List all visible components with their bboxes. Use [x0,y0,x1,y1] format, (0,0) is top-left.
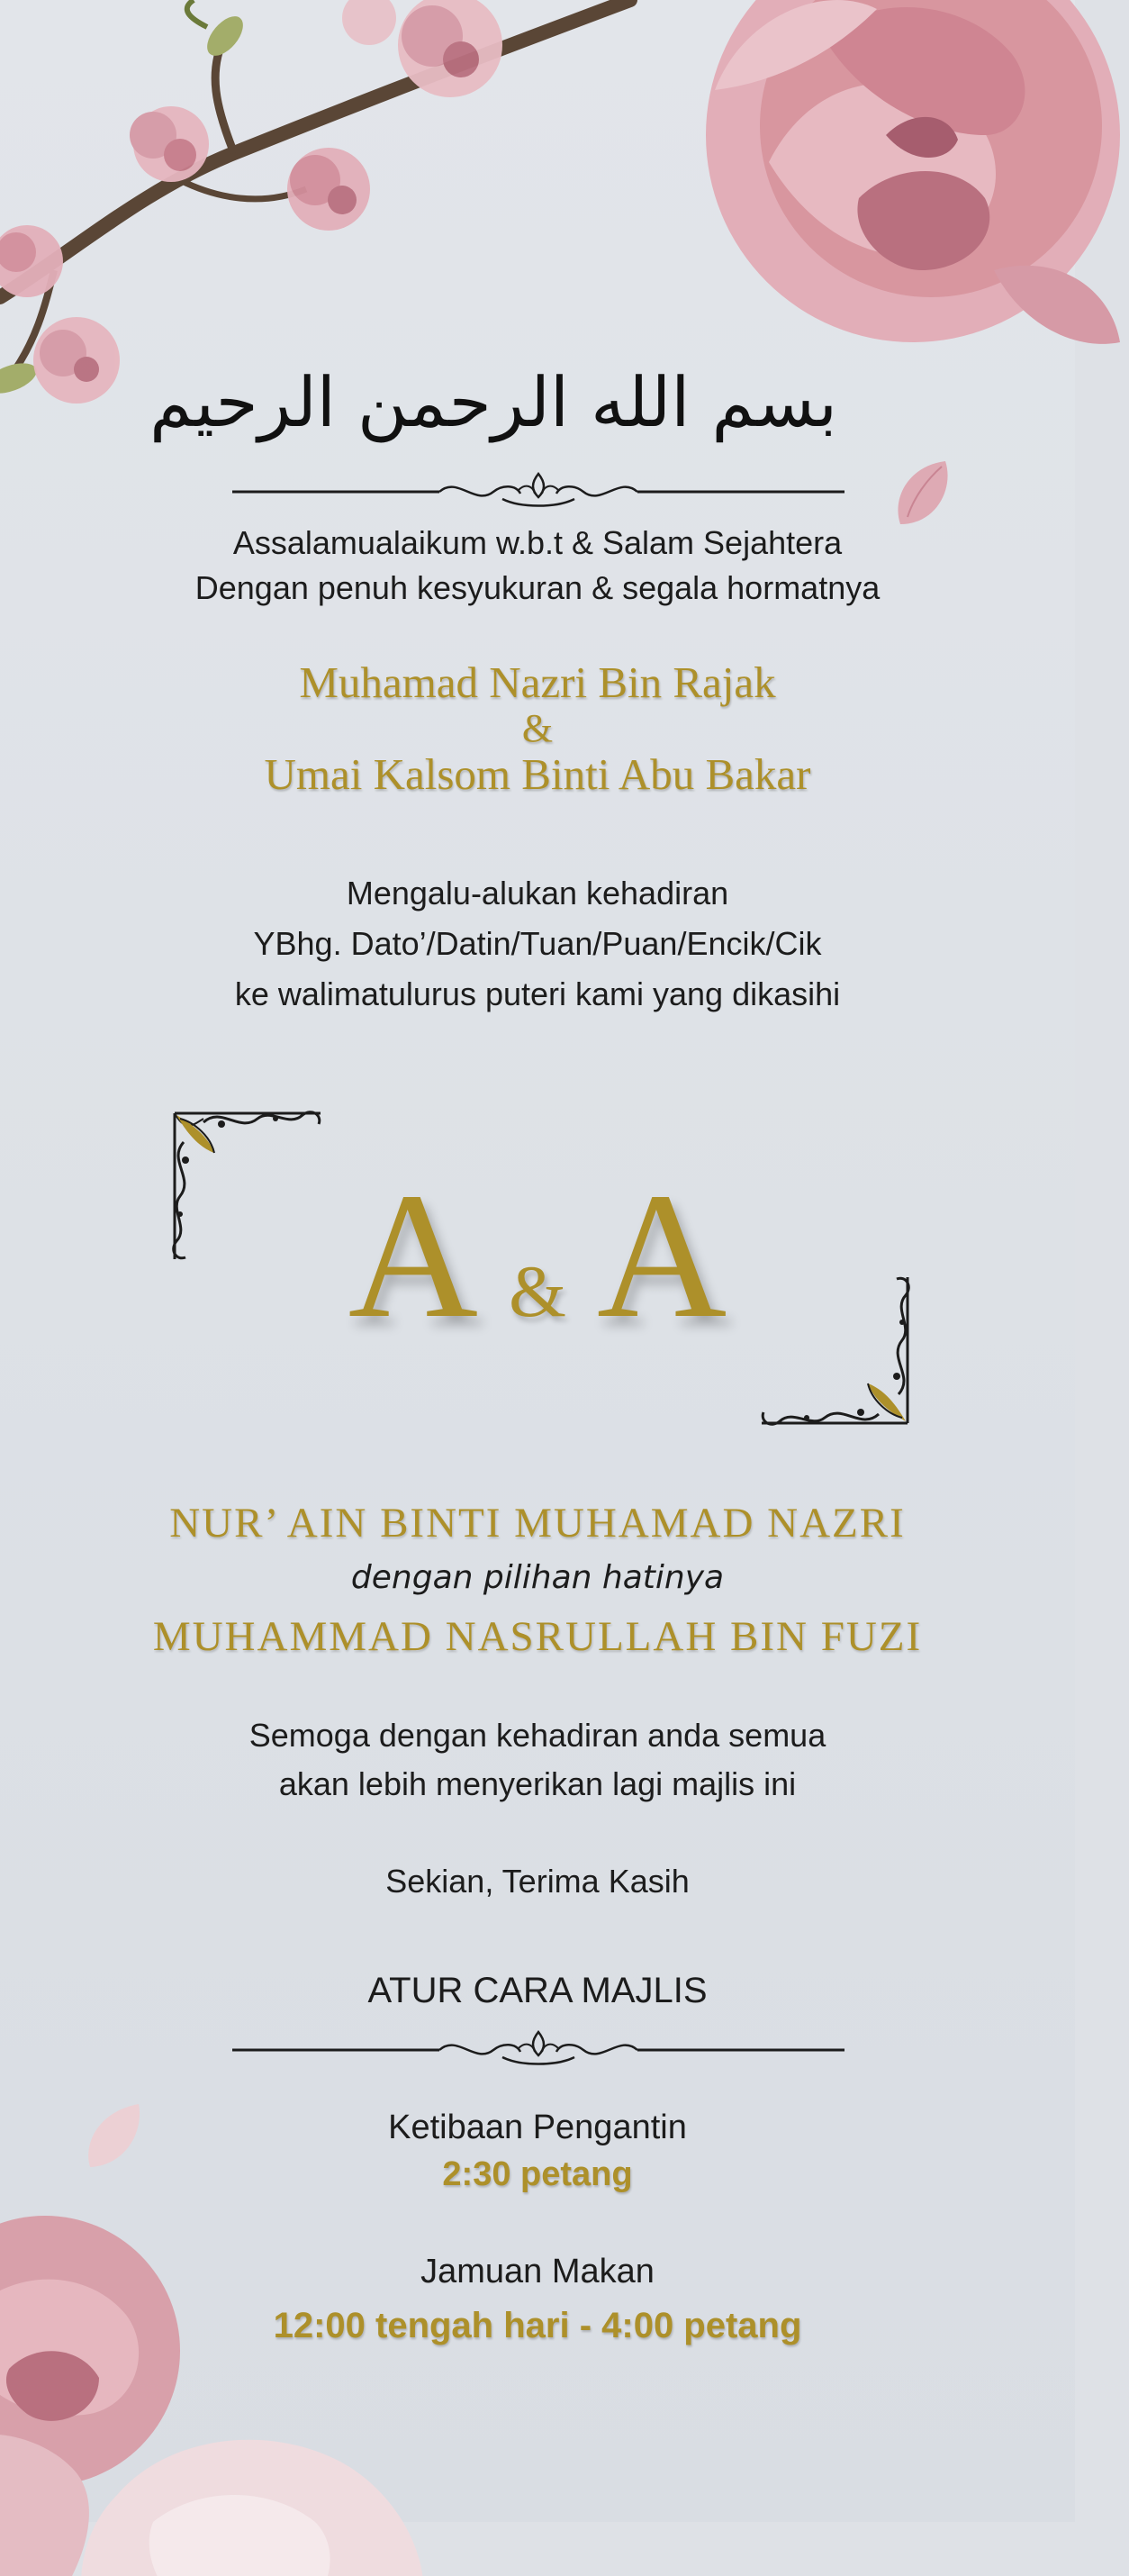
agenda-title: ATUR CARA MAJLIS [367,1971,708,2010]
event-name: Jamuan Makan [420,2253,655,2290]
ornamental-divider-icon [232,467,844,512]
event-name: Ketibaan Pengantin [388,2109,687,2146]
wish-line-1: Semoga dengan kehadiran anda semua [248,1717,826,1754]
groom-name: MUHAMMAD NASRULLAH BIN FUZI [152,1613,923,1660]
ornamental-divider-icon [232,2028,844,2073]
welcome-line-2: YBhg. Dato’/Datin/Tuan/Puan/Encik/Cik [253,925,822,962]
couple-monogram [0,1156,1075,1386]
greeting-line-2: Dengan penuh kesyukuran & segala hormatnya [194,569,881,606]
monogram-right-initial: A [596,1156,727,1356]
bismillah-calligraphy: بسم الله الرحمن الرحيم [149,362,837,442]
couple-connector: dengan pilihan hatinya [350,1559,725,1596]
event-time: 2:30 petang [442,2155,633,2193]
parents-ampersand: & [521,706,554,750]
event-time: 12:00 tengah hari - 4:00 petang [273,2306,802,2345]
greeting-text [0,521,1075,611]
welcome-line-1: Mengalu-alukan kehadiran [346,875,729,912]
monogram-left-initial: A [348,1156,479,1356]
bride-name: NUR’ AIN BINTI MUHAMAD NAZRI [169,1500,906,1547]
greeting-line-1: Assalamualaikum w.b.t & Salam Sejahtera [232,524,843,561]
mother-name: Umai Kalsom Binti Abu Bakar [264,749,811,799]
father-name: Muhamad Nazri Bin Rajak [299,658,776,707]
wish-text [0,1711,1075,1809]
parents-names [0,658,1075,800]
thanks-text: Sekian, Terima Kasih [385,1863,690,1900]
monogram-ampersand: & [509,1250,566,1332]
wish-line-2: akan lebih menyerikan lagi majlis ini [278,1765,797,1802]
welcome-text [0,868,1075,1020]
welcome-line-3: ke walimatulurus puteri kami yang dikasihi [234,975,841,1012]
